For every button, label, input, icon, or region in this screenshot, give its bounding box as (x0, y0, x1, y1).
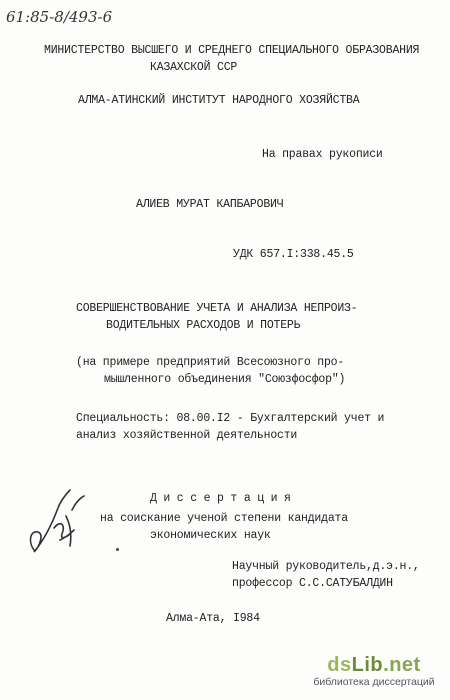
title-line-1: СОВЕРШЕНСТВОВАНИЕ УЧЕТА И АНАЛИЗА НЕПРОИЗ- (76, 302, 358, 315)
udk-code: УДК 657.I:338.45.5 (233, 248, 354, 261)
dissertation-line-2: экономических наук (150, 529, 271, 542)
supervisor-line-1: Научный руководитель,д.э.н., (232, 560, 420, 573)
dslib-caption: библиотека диссертаций (313, 676, 435, 688)
dissertation-line-1: на соискание ученой степени кандидата (100, 512, 348, 525)
institute-name: АЛМА-АТИНСКИЙ ИНСТИТУТ НАРОДНОГО ХОЗЯЙСТВА (78, 94, 360, 107)
subtitle-line-2: мышленного объединения "Союзфосфор") (104, 373, 346, 386)
title-line-2: ВОДИТЕЛЬНЫХ РАСХОДОВ И ПОТЕРЬ (106, 319, 301, 332)
manuscript-rights: На правах рукописи (262, 148, 383, 161)
handwritten-catalog-number: 61:85-8/493-6 (6, 8, 113, 26)
supervisor-line-2: профессор С.С.САТУБАЛДИН (232, 577, 393, 590)
dslib-logo (310, 654, 438, 676)
dissertation-heading: Д и с с е р т а ц и я (150, 492, 291, 505)
signature-scribble (14, 480, 94, 570)
ink-dot (116, 548, 119, 551)
dslib-logo-ds: ds (327, 654, 352, 676)
specialty-line-1: Специальность: 08.00.I2 - Бухгалтерский учет и (76, 412, 385, 425)
dslib-logo-net: .net (383, 654, 421, 676)
ministry-line-2: КАЗАХСКОЙ ССР (150, 61, 238, 74)
dslib-logo-lib: Lib (351, 654, 384, 676)
place-and-year: Алма-Ата, I984 (166, 612, 260, 625)
dslib-watermark (310, 654, 438, 694)
ministry-line-1: МИНИСТЕРСТВО ВЫСШЕГО И СРЕДНЕГО СПЕЦИАЛЬНОГО ОБРАЗОВАНИЯ (44, 44, 420, 57)
subtitle-line-1: (на примере предприятий Всесоюзного про- (76, 356, 345, 369)
author-name: АЛИЕВ МУРАТ КАПБАРОВИЧ (136, 198, 284, 211)
specialty-line-2: анализ хозяйственной деятельности (76, 429, 298, 442)
